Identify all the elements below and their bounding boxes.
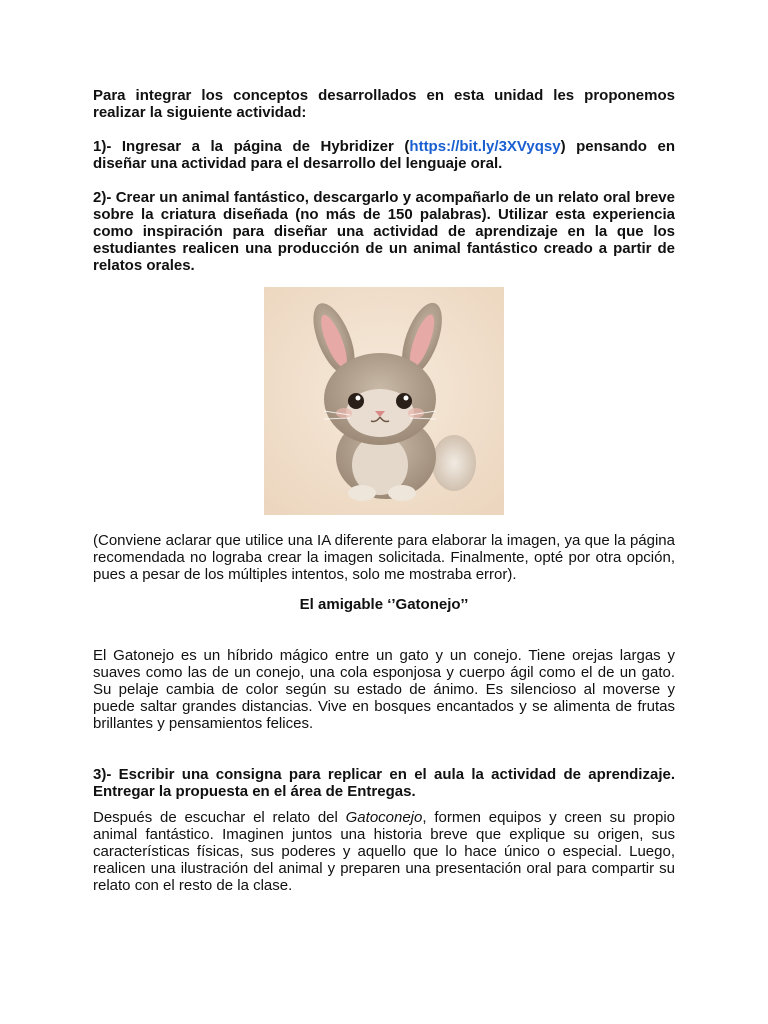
step-1-paragraph xyxy=(93,138,675,172)
right-eye xyxy=(396,393,412,409)
gatonejo-illustration xyxy=(264,287,504,515)
tail-shape xyxy=(432,435,476,491)
gatonejo-drawing xyxy=(264,287,504,515)
note-paragraph: (Conviene aclarar que utilice una IA diferente para elaborar la imagen, ya que la página recomendada no lograba crear la imagen solicitada. Finalmente, opté por otra opción, pues a pesar de los múltiples intentos, solo me mostraba error). xyxy=(93,532,675,583)
instructions-text-end: , formen equipos y creen su propio animal fantástico. Imaginen juntos una historia breve que explique su origen, sus características físicas, sus poderes y aquello que lo hace único o especial. Luego, realicen una ilustración del animal y preparen una presentación oral para compartir su relato con el resto de la clase. xyxy=(93,809,675,894)
instructions-text-start: Después de escuchar el relato del xyxy=(93,809,346,826)
document-body xyxy=(93,87,675,894)
intro-paragraph: Para integrar los conceptos desarrollados en esta unidad les proponemos realizar la siguiente actividad: xyxy=(93,87,675,121)
step-3-paragraph: 3)- Escribir una consigna para replicar en el aula la actividad de aprendizaje. Entregar la propuesta en el área de Entregas. xyxy=(93,766,675,800)
step-2-paragraph: 2)- Crear un animal fantástico, descargarlo y acompañarlo de un relato oral breve sobre la criatura diseñada (no más de 150 palabras). Utilizar esta experiencia como inspiración para diseñar una actividad de aprendizaje en la que los estudiantes realicen una producción de un animal fantástico creado a partir de relatos orales. xyxy=(93,189,675,274)
hybridizer-link[interactable]: https://bit.ly/3XVyqsy xyxy=(409,138,561,155)
instructions-paragraph xyxy=(93,809,675,894)
left-eye xyxy=(348,393,364,409)
step-1-text-start: 1)- Ingresar a la página de Hybridizer ( xyxy=(93,138,410,155)
right-paw xyxy=(388,485,416,501)
step-1-text-end: ) pensando en diseñar una actividad para el desarrollo del lenguaje oral. xyxy=(93,138,675,172)
instructions-emphasis: Gatoconejo xyxy=(345,809,423,826)
story-paragraph: El Gatonejo es un híbrido mágico entre un gato y un conejo. Tiene orejas largas y suaves como las de un conejo, una cola esponjosa y cuerpo ágil como el de un gato. Su pelaje cambia de color según su estado de ánimo. Es silencioso al moverse y puede saltar grandes distancias. Vive en bosques encantados y se alimenta de frutas brillantes y pensamientos felices. xyxy=(93,647,675,732)
story-title: El amigable ‘’Gatonejo’’ xyxy=(299,596,469,613)
left-paw xyxy=(348,485,376,501)
